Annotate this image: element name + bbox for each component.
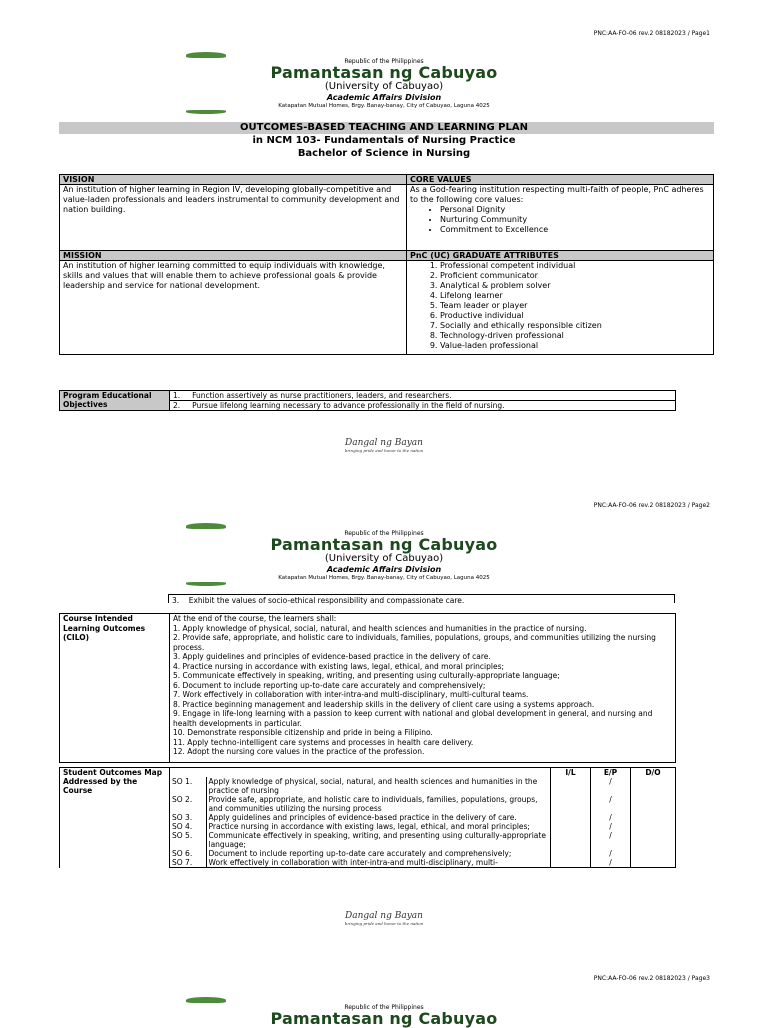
list-item: 1. Professional competent individual xyxy=(440,261,710,271)
division-name: Academic Affairs Division xyxy=(326,565,442,574)
footer-signature xyxy=(0,911,768,926)
column-header: E/P xyxy=(591,768,631,777)
footer-motto: Dangal ng Bayan xyxy=(345,911,423,921)
column-header: I/L xyxy=(551,768,591,777)
list-item: 3. Analytical & problem solver xyxy=(440,281,710,291)
list-item: • Personal Dignity xyxy=(440,205,710,215)
university-logo-bottom-icon xyxy=(186,110,226,116)
footer-signature xyxy=(0,438,768,453)
university-name: Pamantasan ng Cabuyao xyxy=(270,1009,498,1028)
university-name: Pamantasan ng Cabuyao xyxy=(270,63,498,82)
university-address: Katapatan Mutual Homes, Brgy. Banay-banay, City of Cabuyao, Laguna 4025 xyxy=(278,103,490,109)
division-name: Academic Affairs Division xyxy=(326,93,442,102)
table-row: SO 6. Document to include reporting up-to-date care accurately and comprehensively; / xyxy=(170,849,675,858)
republic-label: Republic of the Philippines xyxy=(344,1004,424,1011)
mission-text: An institution of higher learning committed to equip individuals with knowledge, skills and values that will enable them to achieve professional goals & provide leadership and service for national development. xyxy=(60,261,407,355)
core-values-intro: As a God-fearing institution respecting multi-faith of people, PnC adheres to the following core values: xyxy=(410,185,704,204)
course-title: in NCM 103- Fundamentals of Nursing Practice xyxy=(252,135,516,146)
university-address: Katapatan Mutual Homes, Brgy. Banay-banay, City of Cabuyao, Laguna 4025 xyxy=(278,575,490,581)
cilo-content xyxy=(170,614,676,763)
list-item: • Commitment to Excellence xyxy=(440,225,710,235)
peo-continued-row: 3. Exhibit the values of socio-ethical responsibility and compassionate care. xyxy=(168,594,675,603)
table-row: 1. Function assertively as nurse practitioners, leaders, and researchers. xyxy=(170,391,676,401)
cilo-intro: At the end of the course, the learners shall: xyxy=(173,614,337,623)
core-values-cell xyxy=(407,185,714,251)
core-values-label: CORE VALUES xyxy=(407,175,714,185)
program-title: Bachelor of Science in Nursing xyxy=(297,148,471,159)
peo-table xyxy=(59,390,676,411)
list-item: 7. Work effectively in collaboration with inter-intra-and multi-disciplinary, multi-cultural teams. xyxy=(173,690,529,699)
list-item: 5. Team leader or player xyxy=(440,301,710,311)
peo-label: Program Educational Objectives xyxy=(60,391,170,411)
vision-text: An institution of higher learning in Region IV, developing globally-competitive and value-laden professionals and leaders instrumental to community development and nation building. xyxy=(60,185,407,251)
table-row: SO 1. Apply knowledge of physical, social, natural, and health sciences and humanities in the practice of nursing / xyxy=(170,777,675,795)
graduate-attributes-cell xyxy=(407,261,714,355)
list-item: 2. Provide safe, appropriate, and holistic care to individuals, families, populations, groups, and communities utilizing the nursing process. xyxy=(173,633,656,652)
cilo-table xyxy=(59,613,676,763)
vision-label: VISION xyxy=(60,175,407,185)
page-code: PNC:AA-FO-06 rev.2 08182023 / Page1 xyxy=(593,30,710,37)
table-row: SO 3. Apply guidelines and principles of evidence-based practice in the delivery of care. / xyxy=(170,813,675,822)
list-item: 1. Apply knowledge of physical, social, natural, and health sciences and humanities in the practice of nursing. xyxy=(173,623,587,633)
list-item: 6. Document to include reporting up-to-date care accurately and comprehensively; xyxy=(173,680,486,690)
list-item: 3. Apply guidelines and principles of evidence-based practice in the delivery of care. xyxy=(173,652,491,661)
list-item: 5. Communicate effectively in speaking, writing, and presenting using culturally-appropriate language; xyxy=(173,671,560,680)
student-outcomes-content xyxy=(170,768,676,868)
document-title: OUTCOMES-BASED TEACHING AND LEARNING PLAN xyxy=(240,122,528,133)
list-item: 4. Lifelong learner xyxy=(440,291,710,301)
vision-mission-table xyxy=(59,174,714,355)
table-row: SO 2. Provide safe, appropriate, and holistic care to individuals, families, populations, groups, and communities utilizing the nursing process / xyxy=(170,795,675,813)
list-item: 2. Proficient communicator xyxy=(440,271,710,281)
footer-motto: Dangal ng Bayan xyxy=(345,438,423,448)
list-item: 4. Practice nursing in accordance with existing laws, legal, ethical, and moral principles; xyxy=(173,661,505,671)
university-name: Pamantasan ng Cabuyao xyxy=(270,535,498,554)
list-item: 7. Socially and ethically responsible citizen xyxy=(440,321,710,331)
column-header: D/O xyxy=(645,768,661,777)
table-row: SO 7. Work effectively in collaboration with inter-intra-and multi-disciplinary, multi- / xyxy=(170,858,675,867)
table-row: SO 5. Communicate effectively in speaking, writing, and presenting using culturally-appropriate language; / xyxy=(170,831,675,849)
university-english-name: (University of Cabuyao) xyxy=(324,81,444,92)
list-item: 11. Apply techno-intelligent care systems and processes in health care delivery. xyxy=(173,737,474,747)
table-row: SO 4. Practice nursing in accordance with existing laws, legal, ethical, and moral principles; / xyxy=(170,822,675,831)
table-row: 2. Pursue lifelong learning necessary to advance professionally in the field of nursing. xyxy=(170,401,676,411)
page-code: PNC:AA-FO-06 rev.2 08182023 / Page3 xyxy=(593,975,710,982)
university-english-name: (University of Cabuyao) xyxy=(324,553,444,564)
graduate-attributes-label: PnC (UC) GRADUATE ATTRIBUTES xyxy=(407,251,714,261)
page-code: PNC:AA-FO-06 rev.2 08182023 / Page2 xyxy=(593,502,710,509)
cilo-label: Course Intended Learning Outcomes (CILO) xyxy=(60,614,170,763)
republic-label: Republic of the Philippines xyxy=(344,58,424,65)
footer-tagline: bringing pride and honor to the nation xyxy=(344,448,424,453)
core-values-list xyxy=(410,205,710,235)
footer-tagline: bringing pride and honor to the nation xyxy=(344,921,424,926)
list-item: 8. Practice beginning management and leadership skills in the delivery of client care using a systems approach. xyxy=(173,699,595,709)
graduate-attributes-list xyxy=(410,261,710,351)
list-item: 8. Technology-driven professional xyxy=(440,331,710,341)
republic-label: Republic of the Philippines xyxy=(344,530,424,537)
list-item: 12. Adopt the nursing core values in the practice of the profession. xyxy=(173,747,425,756)
list-item: 9. Engage in life-long learning with a passion to keep current with national and global development in general, and nursing and health developments in particular. xyxy=(173,709,653,728)
mission-label: MISSION xyxy=(60,251,407,261)
list-item: • Nurturing Community xyxy=(440,215,710,225)
list-item: 6. Productive individual xyxy=(440,311,710,321)
list-item: 9. Value-laden professional xyxy=(440,341,710,351)
university-logo-bottom-icon xyxy=(186,582,226,588)
student-outcomes-table xyxy=(59,767,676,868)
student-outcomes-label: Student Outcomes Map Addressed by the Course xyxy=(60,768,170,868)
so-inner-table xyxy=(170,768,675,867)
list-item: 10. Demonstrate responsible citizenship and pride in being a Filipino. xyxy=(173,728,433,737)
